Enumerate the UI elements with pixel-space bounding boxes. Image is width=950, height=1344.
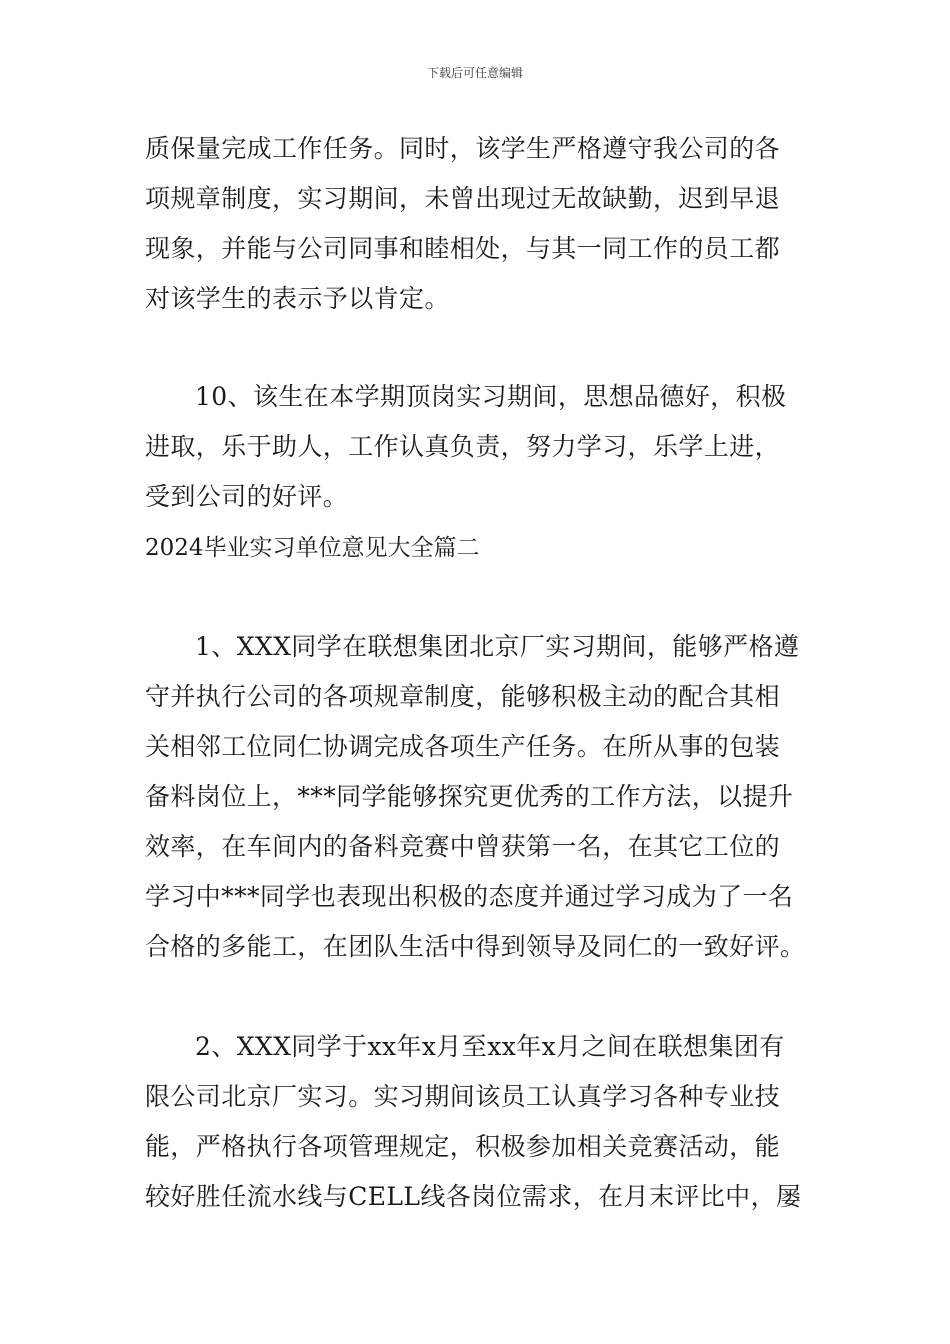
paragraph-4-line-3: 能，严格执行各项管理规定，积极参加相关竞赛活动，能	[145, 1132, 781, 1161]
paragraph-3-line-4: 备料岗位上，***同学能够探究更优秀的工作方法，以提升	[145, 782, 794, 811]
paragraph-2-line-3: 受到公司的好评。	[145, 482, 349, 511]
paragraph-3-line-2: 守并执行公司的各项规章制度，能够积极主动的配合其相	[145, 682, 781, 711]
paragraph-3-line-1: 1、XXX同学在联想集团北京厂实习期间，能够严格遵	[195, 632, 800, 661]
section-heading: 2024毕业实习单位意见大全篇二	[145, 535, 480, 561]
paragraph-3-line-5: 效率，在车间内的备料竞赛中曾获第一名，在其它工位的	[145, 832, 781, 861]
paragraph-4-line-4: 较好胜任流水线与CELL线各岗位需求，在月末评比中，屡	[145, 1182, 802, 1211]
paragraph-3-line-7: 合格的多能工，在团队生活中得到领导及同仁的一致好评。	[145, 932, 806, 961]
paragraph-1-line-2: 项规章制度，实习期间，未曾出现过无故缺勤，迟到早退	[145, 184, 781, 213]
paragraph-1-line-1: 质保量完成工作任务。同时，该学生严格遵守我公司的各	[145, 134, 781, 163]
page-header-note: 下载后可任意编辑	[426, 66, 523, 80]
paragraph-4-line-2: 限公司北京厂实习。实习期间该员工认真学习各种专业技	[145, 1082, 781, 1111]
paragraph-2-line-1: 10、该生在本学期顶岗实习期间，思想品德好，积极	[195, 382, 787, 411]
paragraph-4-line-1: 2、XXX同学于xx年x月至xx年x月之间在联想集团有	[195, 1032, 785, 1061]
paragraph-1-line-3: 现象，并能与公司同事和睦相处，与其一同工作的员工都	[145, 234, 781, 263]
paragraph-2-line-2: 进取，乐于助人，工作认真负责，努力学习，乐学上进，	[145, 432, 781, 461]
paragraph-3-line-3: 关相邻工位同仁协调完成各项生产任务。在所从事的包装	[145, 732, 781, 761]
paragraph-1-line-4: 对该学生的表示予以肯定。	[145, 284, 450, 313]
paragraph-3-line-6: 学习中***同学也表现出积极的态度并通过学习成为了一名	[145, 882, 794, 911]
